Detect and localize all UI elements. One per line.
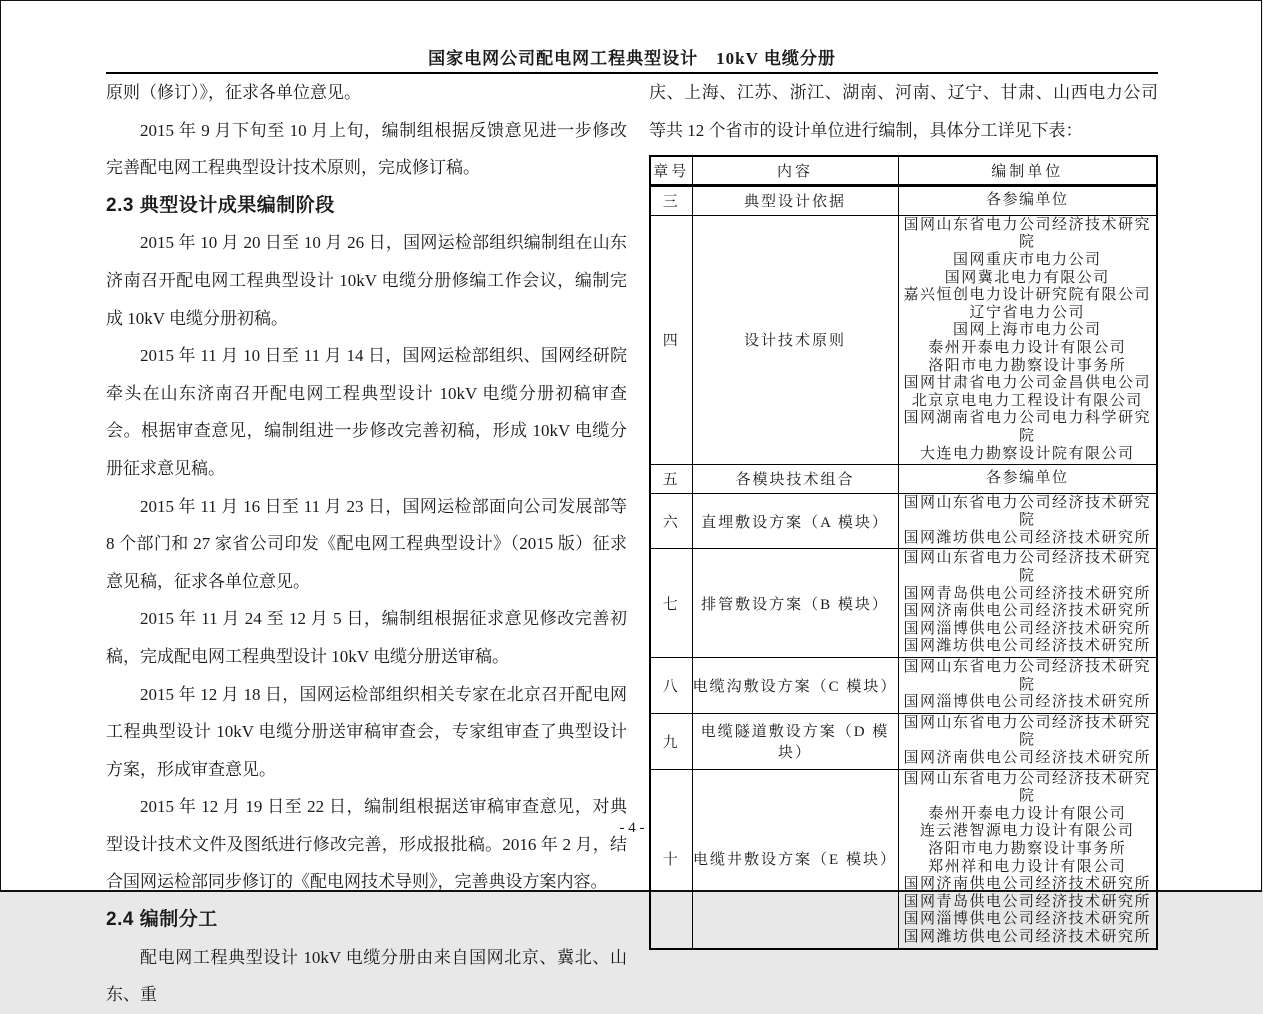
content-cell: 电缆沟敷设方案（C 模块）: [692, 658, 898, 714]
content-cell: 设计技术原则: [692, 215, 898, 464]
paragraph: 2015 年 11 月 24 至 12 月 5 日，编制组根据征求意见修改完善初稿，完成配电网工程典型设计 10kV 电缆分册送审稿。: [106, 609, 627, 666]
paragraph: 2015 年 11 月 10 日至 11 月 14 日，国网运检部组织、国网经研院牵头在山东济南召开配电网工程典型设计 10kV 电缆分册初稿审查会。根据审查意见，编制组进一步修改完善初稿，形成 10kV 电缆分册征求意见稿。: [106, 346, 627, 478]
table-row: [650, 215, 1157, 464]
chapter-cell: 六: [650, 493, 692, 549]
table-row: [650, 713, 1157, 769]
content-cell: 排管敷设方案（B 模块）: [692, 549, 898, 658]
unit-line: 国网潍坊供电公司经济技术研究所: [903, 638, 1151, 655]
chapter-cell: 十: [650, 769, 692, 948]
unit-line: 泰州开泰电力设计有限公司: [928, 805, 1127, 822]
paragraph: 2015 年 10 月 20 日至 10 月 26 日，国网运检部组织编制组在山东济南召开配电网工程典型设计 10kV 电缆分册修编工作会议，编制完成 10kV 电缆分册初稿。: [106, 233, 627, 328]
paragraph: 2015 年 12 月 18 日，国网运检部组织相关专家在北京召开配电网工程典型设计 10kV 电缆分册送审稿审查会，专家组审查了典型设计方案，形成审查意见。: [106, 684, 627, 779]
unit-line: 国网青岛供电公司经济技术研究所: [903, 585, 1151, 602]
content-cell: 电缆井敷设方案（E 模块）: [692, 769, 898, 948]
unit-line: 国网山东省电力公司经济技术研究院: [903, 494, 1151, 529]
table-row: [650, 658, 1157, 714]
unit-line: 大连电力勘察设计院有限公司: [919, 445, 1135, 462]
units-cell: [898, 465, 1157, 494]
table-row: [650, 186, 1157, 216]
paragraph: 原则（修订）》，征求各单位意见。: [106, 83, 361, 102]
unit-line: 国网山东省电力公司经济技术研究院: [903, 770, 1151, 805]
chapter-cell: 四: [650, 215, 692, 464]
page-header-title: 国家电网公司配电网工程典型设计 10kV 电缆分册: [428, 49, 836, 68]
unit-line: 国网济南供电公司经济技术研究所: [903, 750, 1151, 766]
units-cell: [898, 658, 1157, 714]
units-cell: [898, 549, 1157, 658]
unit-line: 国网上海市电力公司: [952, 322, 1102, 339]
page-number: - 4 -: [619, 820, 645, 836]
unit-line: 洛阳市电力勘察设计事务所: [928, 840, 1127, 857]
chapter-cell: 九: [650, 713, 692, 769]
units-cell: [898, 769, 1157, 948]
units-cell: [898, 186, 1157, 216]
unit-line: 国网冀北电力有限公司: [944, 269, 1110, 286]
unit-line: 国网潍坊供电公司经济技术研究所: [903, 928, 1151, 945]
units-cell: [898, 713, 1157, 769]
paragraph: 2015 年 9 月下旬至 10 月上旬，编制组根据反馈意见进一步修改完善配电网工程典型设计技术原则，完成修订稿。: [106, 120, 627, 178]
unit-line: 北京京电电力工程设计有限公司: [911, 392, 1143, 409]
unit-line: 连云港智源电力设计有限公司: [919, 823, 1135, 840]
unit-line: 国网湖南省电力公司电力科学研究院: [903, 410, 1151, 444]
unit-line: 国网淄博供电公司经济技术研究所: [903, 620, 1151, 637]
unit-line: 各参编单位: [985, 470, 1069, 487]
paragraph: 2015 年 11 月 16 日至 11 月 23 日，国网运检部面向公司发展部等 8 个部门和 27 家省公司印发《配电网工程典型设计》（2015 版）征求意见稿，征求各单位意见。: [106, 496, 627, 591]
content-cell: 各模块技术组合: [692, 465, 898, 494]
assignment-table-header: [650, 156, 1157, 186]
column-header-chapter: 章号: [650, 156, 692, 186]
paragraph: 配电网工程典型设计 10kV 电缆分册由来自国网北京、冀北、山东、重: [106, 947, 627, 1005]
column-header-content: 内容: [692, 156, 898, 186]
section-heading: 2.4 编制分工: [106, 909, 218, 931]
unit-line: 国网山东省电力公司经济技术研究院: [903, 550, 1151, 585]
unit-line: 郑州祥和电力设计有限公司: [928, 858, 1127, 875]
table-row: [650, 769, 1157, 948]
left-column: [106, 74, 627, 1014]
section-heading: 2.3 典型设计成果编制阶段: [106, 194, 335, 216]
unit-line: 辽宁省电力公司: [969, 304, 1085, 321]
unit-line: 国网山东省电力公司经济技术研究院: [903, 216, 1151, 251]
intro-paragraph: 庆、上海、江苏、浙江、湖南、河南、辽宁、甘肃、山西电力公司等共 12 个省市的设计单位进行编制，具体分工详见下表：: [649, 83, 1158, 140]
units-cell: [898, 493, 1157, 549]
column-header-units: 编制单位: [898, 156, 1157, 186]
unit-line: 国网淄博供电公司经济技术研究所: [903, 911, 1151, 928]
unit-line: 国网济南供电公司经济技术研究所: [903, 876, 1151, 893]
units-cell: [898, 215, 1157, 464]
unit-line: 国网甘肃省电力公司金昌供电公司: [903, 375, 1151, 392]
unit-line: 国网山东省电力公司经济技术研究院: [903, 659, 1151, 693]
unit-line: 各参编单位: [985, 192, 1069, 209]
unit-line: 国网山东省电力公司经济技术研究院: [903, 714, 1151, 749]
content-cell: 电缆隧道敷设方案（D 模块）: [692, 713, 898, 769]
chapter-cell: 七: [650, 549, 692, 658]
chapter-cell: 五: [650, 465, 692, 494]
paragraph: 2015 年 12 月 19 日至 22 日，编制组根据送审稿审查意见，对典型设计技术文件及图纸进行修改完善，形成报批稿。2016 年 2 月，结合国网运检部同步修订的《配电网技术导则》，完善典设方案内容。: [106, 797, 627, 892]
unit-line: 泰州开泰电力设计有限公司: [928, 339, 1127, 356]
unit-line: 洛阳市电力勘察设计事务所: [928, 357, 1127, 374]
unit-line: 国网潍坊供电公司经济技术研究所: [903, 529, 1151, 546]
unit-line: 嘉兴恒创电力设计研究院有限公司: [903, 287, 1151, 304]
unit-line: 国网青岛供电公司经济技术研究所: [903, 893, 1151, 910]
table-row: [650, 465, 1157, 494]
chapter-cell: 八: [650, 658, 692, 714]
table-row: [650, 549, 1157, 658]
content-cell: 直埋敷设方案（A 模块）: [692, 493, 898, 549]
unit-line: 国网重庆市电力公司: [952, 251, 1102, 268]
unit-line: 国网淄博供电公司经济技术研究所: [903, 694, 1151, 711]
unit-line: 国网济南供电公司经济技术研究所: [903, 603, 1151, 620]
chapter-cell: 三: [650, 186, 692, 216]
content-cell: 典型设计依据: [692, 186, 898, 216]
table-row: [650, 493, 1157, 549]
